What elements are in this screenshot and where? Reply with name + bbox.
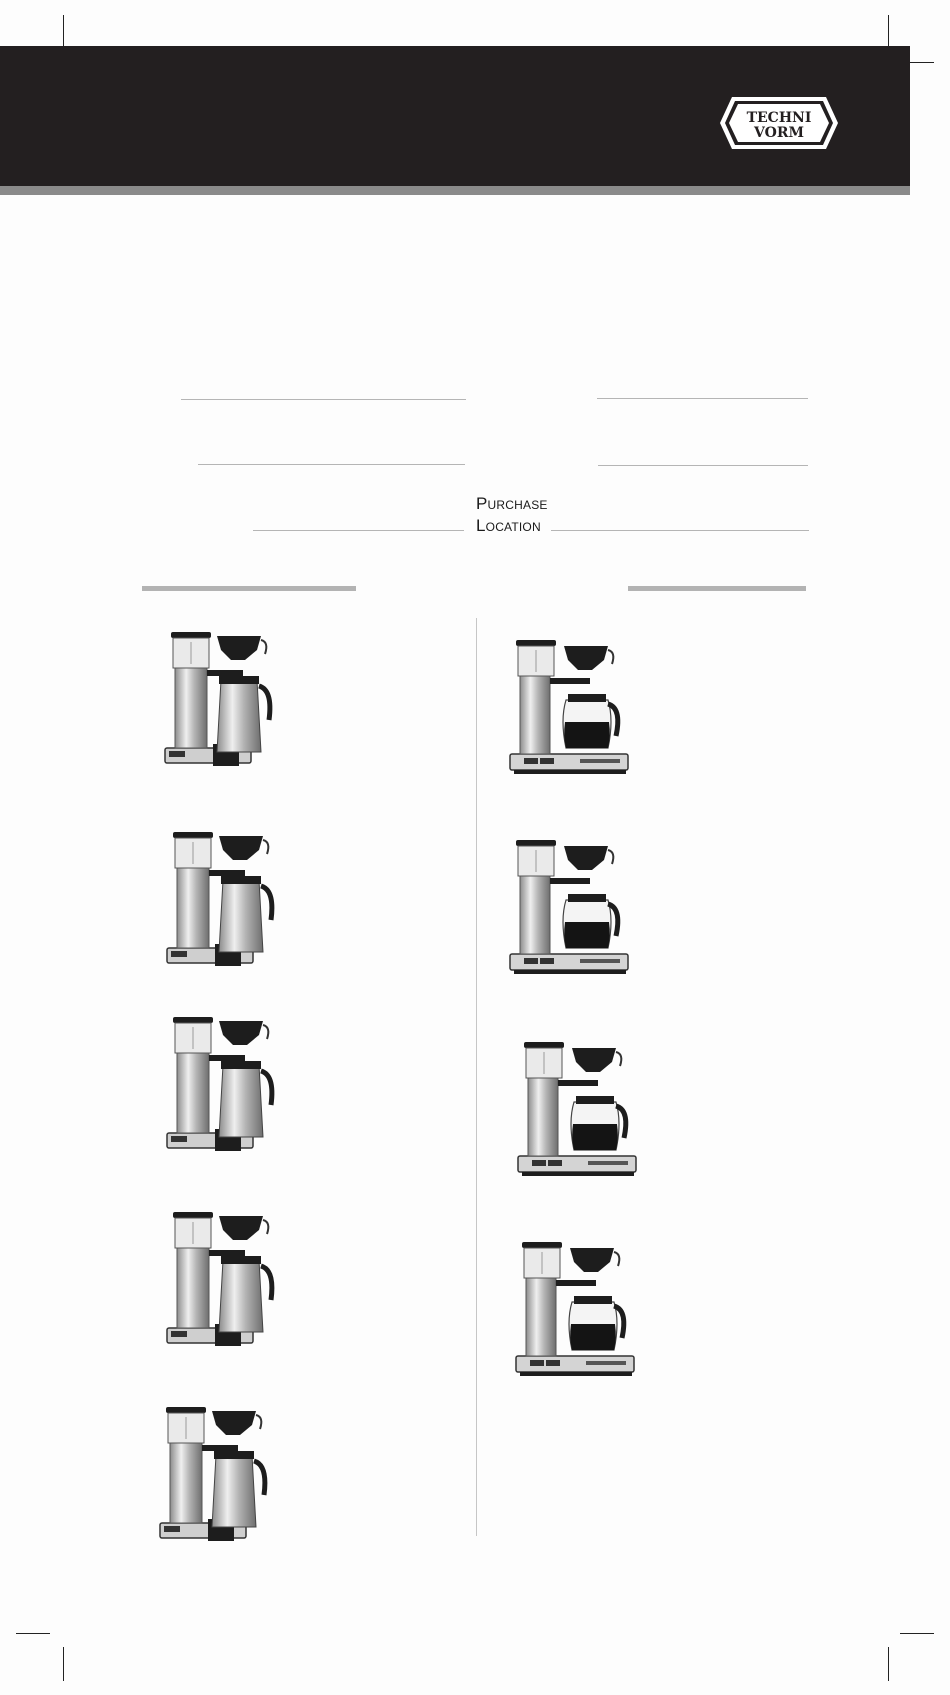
left-section-bar [142, 586, 356, 591]
product-thermal-brewer [165, 1015, 295, 1155]
logo-line-2: VORM [754, 125, 804, 141]
field-line[interactable] [198, 464, 465, 465]
purchase-location-label [476, 493, 548, 537]
column-divider [476, 618, 477, 1536]
header-stripe [0, 186, 910, 195]
product-glass-brewer [508, 638, 638, 778]
field-line[interactable] [598, 465, 808, 466]
product-glass-brewer [514, 1240, 644, 1380]
product-thermal-brewer [158, 1405, 288, 1545]
product-glass-brewer [508, 838, 638, 978]
product-thermal-brewer [163, 630, 293, 770]
field-line[interactable] [597, 398, 808, 399]
crop-mark [63, 15, 64, 49]
field-line[interactable] [181, 399, 466, 400]
right-section-bar [628, 586, 806, 591]
purchase-word: Purchase [476, 494, 548, 513]
purchase-location-line-left[interactable] [253, 530, 464, 531]
logo-line-1: TECHNI [746, 110, 812, 126]
technivorm-logo [718, 95, 840, 151]
product-glass-brewer [516, 1040, 646, 1180]
location-word: Location [476, 516, 541, 535]
purchase-location-line-right[interactable] [551, 530, 809, 531]
crop-mark [16, 1633, 50, 1634]
crop-mark [900, 1633, 934, 1634]
crop-mark [63, 1647, 64, 1681]
crop-mark [888, 15, 889, 49]
product-thermal-brewer [165, 830, 295, 970]
product-thermal-brewer [165, 1210, 295, 1350]
crop-mark [888, 1647, 889, 1681]
